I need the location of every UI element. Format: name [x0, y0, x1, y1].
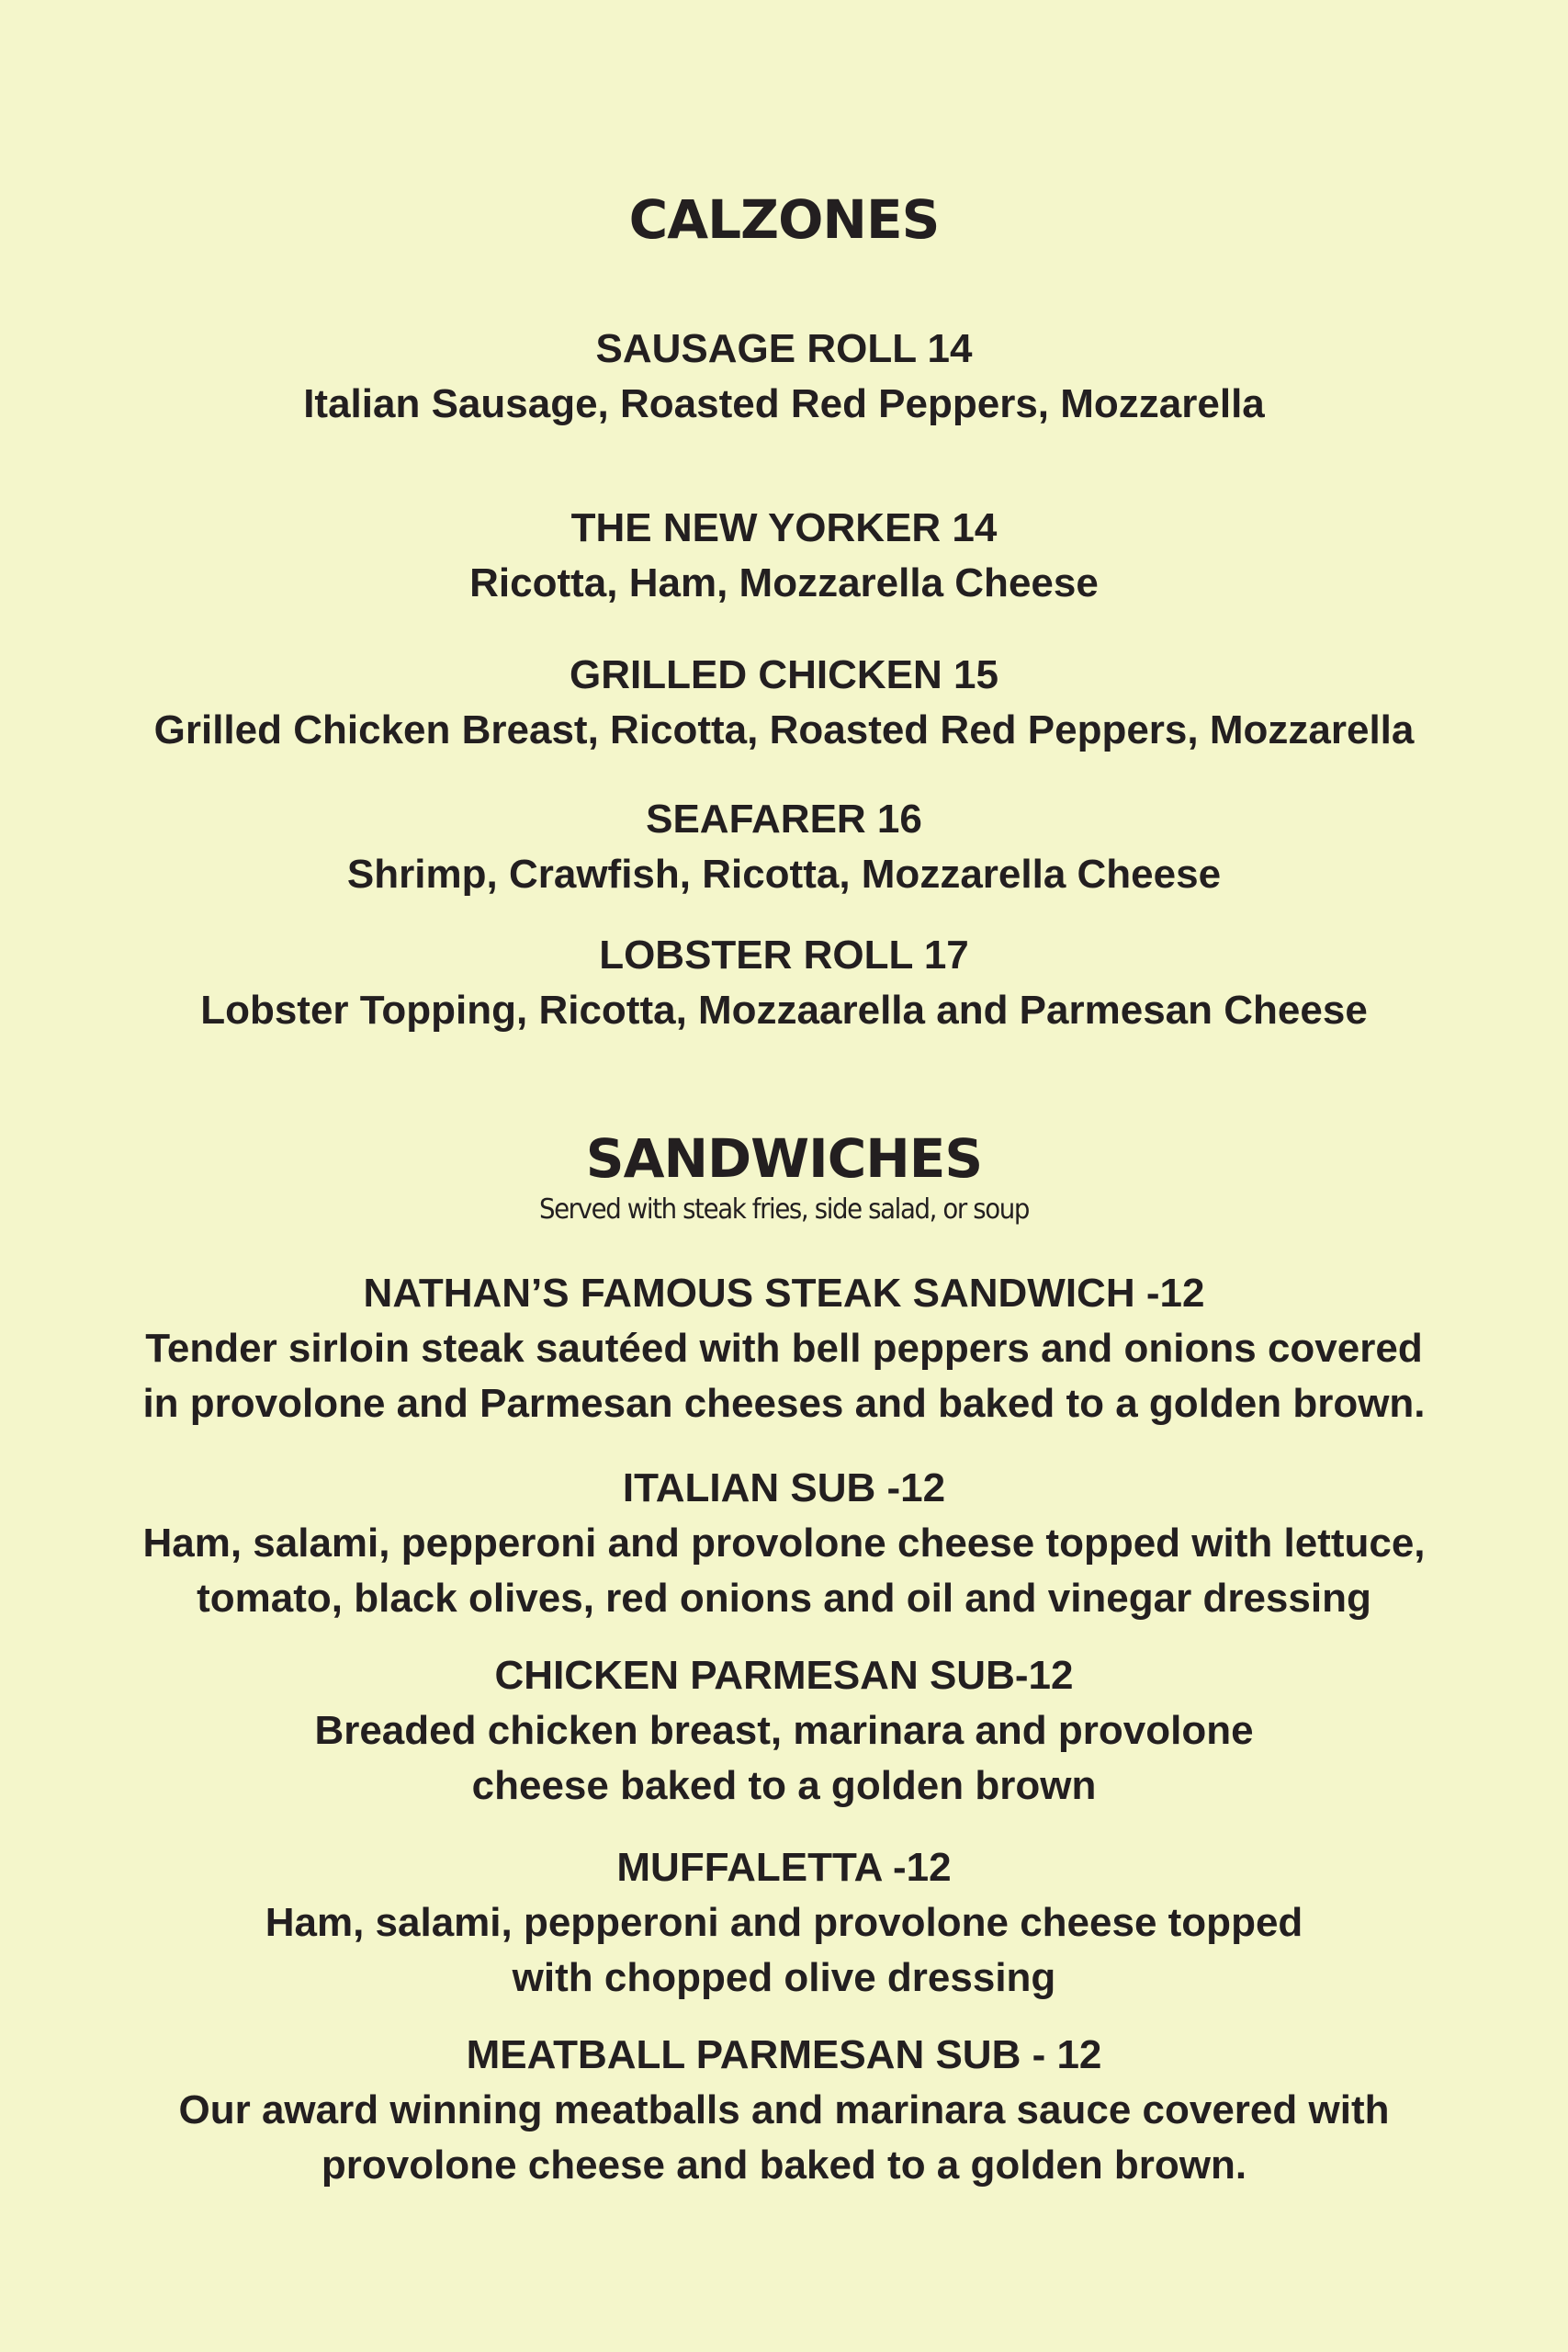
description-line: Breaded chicken breast, marinara and provolone [314, 1708, 1254, 1753]
description-line: Grilled Chicken Breast, Ricotta, Roasted Red Peppers, Mozzarella [153, 707, 1415, 752]
description-line: Tender sirloin steak sautéed with bell peppers and onions covered [145, 1326, 1423, 1371]
menu-item-lobster-roll [0, 928, 1568, 1038]
menu-item-seafarer [0, 792, 1568, 902]
item-description [0, 377, 1568, 432]
description-line: tomato, black olives, red onions and oil and vinegar dressing [197, 1576, 1371, 1621]
item-description [0, 1895, 1568, 2006]
menu-item-chicken-parmesan-sub [0, 1648, 1568, 1814]
calzones-title: CALZONES [628, 188, 940, 251]
description-line: cheese baked to a golden brown [471, 1763, 1097, 1808]
item-description [0, 1321, 1568, 1431]
item-name: LOBSTER ROLL 17 [599, 933, 969, 978]
item-name: THE NEW YORKER 14 [570, 505, 998, 550]
item-description [0, 1516, 1568, 1626]
item-name: CHICKEN PARMESAN SUB-12 [494, 1653, 1074, 1698]
item-name: MUFFALETTA -12 [616, 1845, 952, 1890]
item-description [0, 703, 1568, 758]
item-description [0, 847, 1568, 902]
menu-item-meatball-parmesan-sub [0, 2028, 1568, 2193]
description-line: Lobster Topping, Ricotta, Mozzaarella and Parmesan Cheese [200, 988, 1368, 1033]
item-name: ITALIAN SUB -12 [622, 1465, 946, 1510]
item-description [0, 983, 1568, 1038]
item-name: SEAFARER 16 [646, 797, 922, 842]
description-line: with chopped olive dressing [512, 1955, 1056, 2000]
sandwiches-title: SANDWICHES [585, 1127, 983, 1190]
menu-item-sausage-roll [0, 322, 1568, 432]
description-line: provolone cheese and baked to a golden brown. [321, 2143, 1247, 2188]
menu-item-italian-sub [0, 1461, 1568, 1626]
item-description [0, 1703, 1568, 1814]
description-line: Shrimp, Crawfish, Ricotta, Mozzarella Cheese [346, 852, 1222, 897]
item-name: GRILLED CHICKEN 15 [570, 652, 998, 697]
item-description [0, 556, 1568, 611]
menu-item-new-yorker [0, 501, 1568, 611]
item-description [0, 2083, 1568, 2193]
menu-item-muffaletta [0, 1840, 1568, 2006]
menu-item-nathans-steak-sandwich [0, 1266, 1568, 1431]
item-name: NATHAN’S FAMOUS STEAK SANDWICH -12 [363, 1271, 1205, 1316]
description-line: Ham, salami, pepperoni and provolone cheese topped with lettuce, [142, 1521, 1426, 1566]
item-name: SAUSAGE ROLL 14 [595, 326, 973, 371]
sandwiches-note: Served with steak fries, side salad, or soup [538, 1193, 1030, 1226]
description-line: Ham, salami, pepperoni and provolone cheese topped [265, 1900, 1303, 1945]
menu-item-grilled-chicken [0, 648, 1568, 758]
description-line: in provolone and Parmesan cheeses and baked to a golden brown. [142, 1381, 1426, 1426]
description-line: Our award winning meatballs and marinara sauce covered with [178, 2087, 1390, 2132]
description-line: Ricotta, Ham, Mozzarella Cheese [469, 560, 1099, 605]
description-line: Italian Sausage, Roasted Red Peppers, Mozzarella [303, 381, 1265, 426]
item-name: MEATBALL PARMESAN SUB - 12 [466, 2032, 1102, 2077]
